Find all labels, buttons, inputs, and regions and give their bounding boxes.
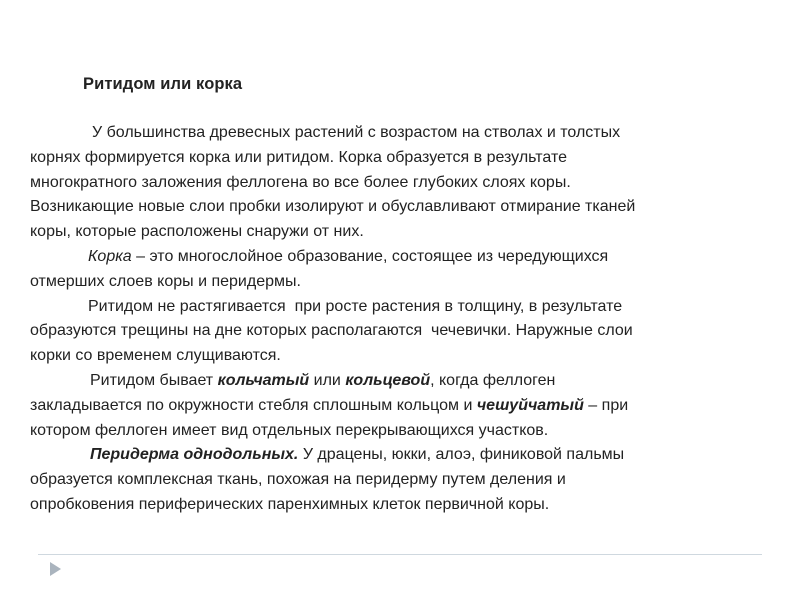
p5-rest: У драцены, юкки, алоэ, финиковой пальмы [298,446,625,464]
slide-title: Ритидом или корка [83,75,243,93]
p4-part3: , когда феллоген [430,371,556,389]
p2-line1 [30,245,780,270]
triangle-right-icon [50,562,61,576]
footer-divider [38,554,762,555]
p4-term1: кольчатый [217,371,310,389]
slide-body [30,121,780,518]
p5-line3: опробковения периферических паренхимных клеток первичной коры. [30,495,550,513]
p1-line2: корнях формируется корка или ритидом. Корка образуется в результате [30,148,567,166]
p4-line2a: закладывается по окружности стебля сплошным кольцом и [30,396,477,414]
p4-term3: чешуйчатый [476,396,584,414]
p2-line2: отмерших слоев коры и перидермы. [30,272,301,290]
p4-part1: Ритидом бывает [90,371,218,389]
p3-line2: образуются трещины на дне которых располагаются чечевички. Наружные слои [30,322,633,340]
p4-part2: или [309,371,346,389]
p5-line1 [30,443,780,468]
p3-line3: корки со временем слущиваются. [30,347,281,365]
p4-line1 [30,369,780,394]
p4-line2b: – при [583,396,629,414]
p4-term2: кольцевой [345,371,431,389]
p1-line3: многократного заложения феллогена во все более глубоких слоях коры. [30,173,571,191]
p2-rest: – это многослойное образование, состоящее из чередующихся [131,247,609,265]
p3-line1: Ритидом не растягивается при росте растения в толщину, в результате [88,297,623,315]
p1-line5: коры, которые расположены снаружи от них. [30,223,364,241]
p4-line2 [30,394,780,419]
p4-line3: котором феллоген имеет вид отдельных перекрывающихся участков. [30,421,549,439]
p1-line1: У большинства древесных растений с возрастом на стволах и толстых [92,124,621,141]
p2-term: Корка [88,247,132,265]
p5-line2: образуется комплексная ткань, похожая на перидерму путем деления и [30,471,566,489]
p5-term: Перидерма однодольных. [90,446,299,464]
p1-line4: Возникающие новые слои пробки изолируют и обуславливают отмирание тканей [30,198,636,216]
